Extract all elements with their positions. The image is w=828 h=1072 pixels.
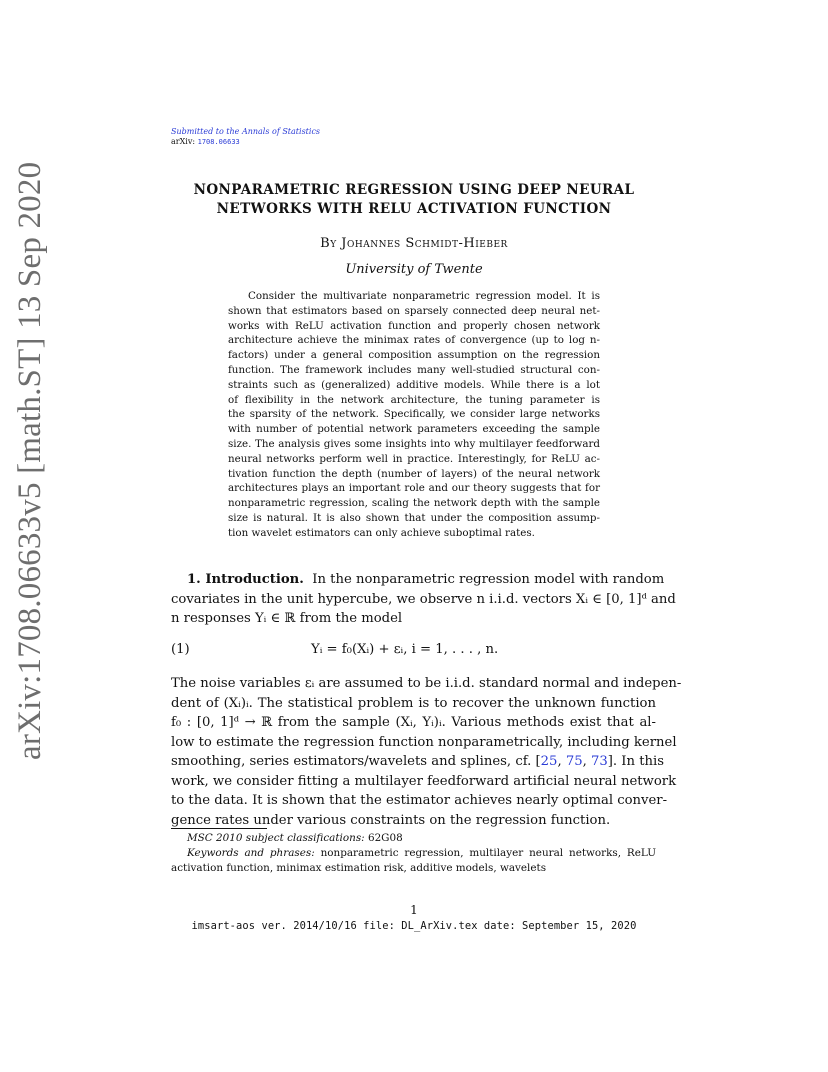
journal-header bbox=[171, 127, 320, 147]
abstract-line: size is natural. It is also shown that under the composition assump- bbox=[228, 511, 600, 524]
abstract-line: tion wavelet estimators can only achieve suboptimal rates. bbox=[228, 526, 535, 539]
citation-link[interactable]: 25 bbox=[540, 754, 558, 769]
author-affiliation: University of Twente bbox=[345, 262, 483, 277]
page-number: 1 bbox=[410, 903, 418, 917]
msc-footnote bbox=[171, 831, 656, 846]
intro-line-3: n responses Yᵢ ∈ ℝ from the model bbox=[171, 611, 403, 626]
arxiv-id-line bbox=[171, 137, 320, 147]
abstract-line: function. The framework includes many well-studied structural con- bbox=[228, 363, 600, 376]
para-line-citations bbox=[171, 752, 664, 772]
abstract-line: tivation function the depth (number of layers) of the neural network bbox=[228, 467, 600, 480]
citation-separator: , bbox=[557, 754, 566, 769]
keywords-text: nonparametric regression, multilayer neural networks, ReLU bbox=[314, 846, 656, 859]
paper-title bbox=[150, 181, 678, 219]
author-name: By Johannes Schmidt-Hieber bbox=[320, 236, 508, 251]
abstract bbox=[228, 289, 600, 541]
keywords-continued: activation function, minimax estimation risk, additive models, wavelets bbox=[171, 861, 547, 874]
title-line-2: NETWORKS WITH RELU ACTIVATION FUNCTION bbox=[216, 201, 612, 217]
abstract-line: with number of potential network parameters exceeding the sample bbox=[228, 423, 600, 436]
title-line-1: NONPARAMETRIC REGRESSION USING DEEP NEURAL bbox=[193, 182, 635, 198]
arxiv-number-link[interactable]: 1708.06633 bbox=[197, 138, 240, 146]
citation-link[interactable]: 73 bbox=[591, 754, 608, 769]
abstract-line: architecture achieve the minimax rates of convergence (up to log n- bbox=[228, 334, 600, 347]
para-line: gence rates under various constraints on the regression function. bbox=[171, 812, 611, 828]
abstract-line: neural networks perform well in practice. Interestingly, for ReLU ac- bbox=[228, 452, 600, 465]
intro-text: In the nonparametric regression model with random bbox=[312, 572, 665, 587]
para-line: to the data. It is shown that the estimator achieves nearly optimal conver- bbox=[171, 793, 668, 808]
document-footer: imsart-aos ver. 2014/10/16 file: DL_ArXiv.tex date: September 15, 2020 bbox=[191, 920, 637, 932]
abstract-line: the sparsity of the network. Specifically, we consider large networks bbox=[228, 408, 600, 421]
citation-separator: , bbox=[582, 754, 591, 769]
para-line: work, we consider fitting a multilayer feedforward artificial neural network bbox=[171, 773, 677, 789]
abstract-line: straints such as (generalized) additive models. While there is a lot bbox=[228, 378, 600, 391]
para-text: smoothing, series estimators/wavelets and splines, cf. [ bbox=[171, 754, 541, 769]
abstract-line: nonparametric regression, scaling the network depth with the sample bbox=[228, 497, 600, 510]
abstract-line: architectures plays an important role and our theory suggests that for bbox=[228, 482, 600, 495]
section-heading: 1. Introduction. bbox=[187, 572, 304, 587]
abstract-line: of flexibility in the network architecture, the tuning parameter is bbox=[228, 393, 600, 406]
abstract-line: size. The analysis gives some insights into why multilayer feedforward bbox=[228, 437, 600, 450]
equation-1 bbox=[171, 642, 656, 662]
para-line: low to estimate the regression function nonparametrically, including kernel bbox=[171, 734, 677, 750]
keywords-footnote bbox=[171, 846, 656, 861]
intro-line-2: covariates in the unit hypercube, we observe n i.i.d. vectors Xᵢ ∈ [0, 1]ᵈ and bbox=[171, 591, 676, 607]
intro-line-1 bbox=[171, 570, 665, 590]
para-text: ]. In this bbox=[607, 754, 664, 769]
intro-paragraph bbox=[171, 570, 676, 629]
paragraph-2 bbox=[171, 674, 682, 830]
arxiv-label: arXiv: bbox=[171, 137, 196, 146]
keywords-label: Keywords and phrases: bbox=[187, 846, 315, 859]
abstract-line: Consider the multivariate nonparametric regression model. It is bbox=[248, 290, 600, 302]
msc-label: MSC 2010 subject classifications: bbox=[187, 832, 365, 844]
journal-name[interactable]: Submitted to the Annals of Statistics bbox=[171, 127, 321, 136]
citation-link[interactable]: 75 bbox=[565, 754, 583, 769]
para-line: f₀ : [0, 1]ᵈ → ℝ from the sample (Xᵢ, Yᵢ)ᵢ. Various methods exist that al- bbox=[171, 715, 656, 730]
footnote-rule bbox=[171, 828, 267, 829]
abstract-line: works with ReLU activation function and properly chosen network bbox=[228, 319, 600, 332]
equation-body: Yᵢ = f₀(Xᵢ) + εᵢ, i = 1, . . . , n. bbox=[311, 642, 499, 657]
para-line: dent of (Xᵢ)ᵢ. The statistical problem is to recover the unknown function bbox=[171, 695, 656, 711]
footnotes bbox=[171, 831, 656, 875]
abstract-line: shown that estimators based on sparsely connected deep neural net- bbox=[228, 304, 600, 317]
arxiv-side-stamp: arXiv:1708.06633v5 [math.ST] 13 Sep 2020 bbox=[12, 161, 48, 760]
para-line: The noise variables εᵢ are assumed to be i.i.d. standard normal and indepen- bbox=[171, 676, 682, 691]
msc-value: 62G08 bbox=[364, 832, 403, 844]
equation-number: (1) bbox=[171, 642, 190, 657]
abstract-line: factors) under a general composition assumption on the regression bbox=[228, 349, 600, 362]
